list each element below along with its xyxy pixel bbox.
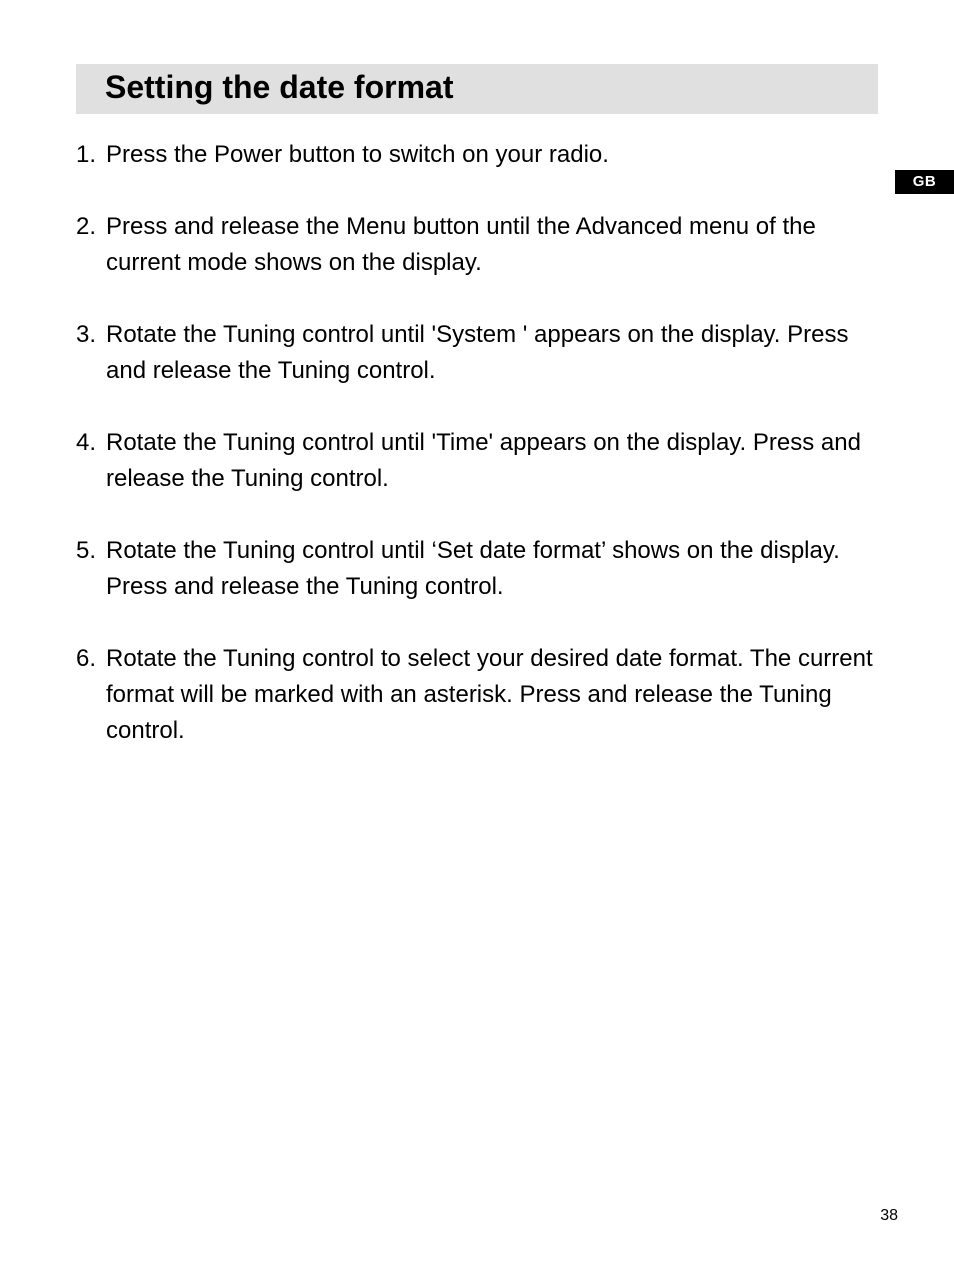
step-number: 5. bbox=[76, 537, 97, 564]
step-text: Rotate the Tuning control until ‘Set date format’ shows on the display. Press and release the Tuning control. bbox=[106, 537, 840, 600]
step-text: Press the Power button to switch on your radio. bbox=[106, 141, 609, 168]
list-item bbox=[76, 641, 886, 749]
list-item bbox=[76, 425, 886, 497]
step-text: Rotate the Tuning control to select your desired date format. The current format will be marked with an asterisk. Press and release the Tuning control. bbox=[106, 645, 873, 744]
list-item bbox=[76, 317, 886, 389]
step-text: Rotate the Tuning control until 'System ' appears on the display. Press and release the Tuning control. bbox=[106, 321, 849, 384]
page-title: Setting the date format bbox=[105, 69, 454, 105]
list-item bbox=[76, 209, 886, 281]
step-number: 2. bbox=[76, 213, 97, 240]
step-number: 6. bbox=[76, 645, 97, 672]
page-number: 38 bbox=[880, 1207, 898, 1224]
list-item bbox=[76, 533, 886, 605]
section-title-bar bbox=[76, 64, 878, 114]
step-number: 1. bbox=[76, 141, 97, 168]
step-text: Press and release the Menu button until the Advanced menu of the current mode shows on the display. bbox=[106, 213, 816, 276]
step-text: Rotate the Tuning control until 'Time' appears on the display. Press and release the Tuning control. bbox=[106, 429, 861, 492]
language-tab: GB bbox=[895, 170, 954, 194]
step-number: 3. bbox=[76, 321, 97, 348]
instruction-list bbox=[76, 137, 886, 785]
list-item bbox=[76, 137, 886, 173]
step-number: 4. bbox=[76, 429, 97, 456]
